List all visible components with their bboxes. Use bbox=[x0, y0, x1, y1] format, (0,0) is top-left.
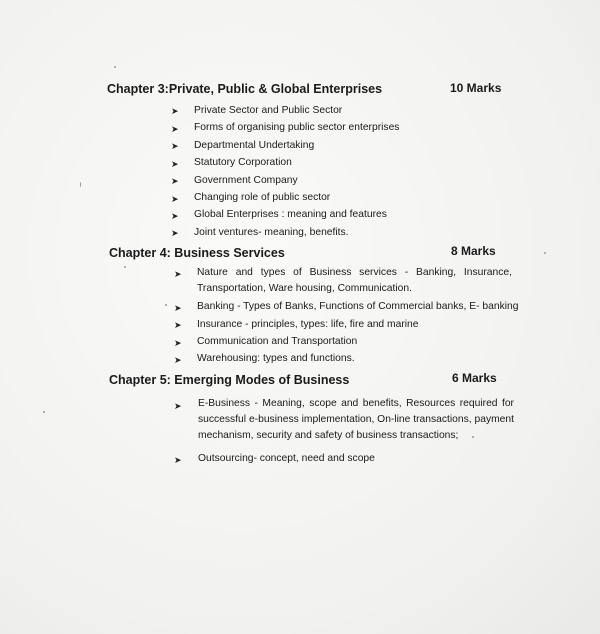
bullet-icon: ➤ bbox=[174, 269, 182, 279]
bullet-icon: ➤ bbox=[171, 176, 179, 186]
scan-speck bbox=[124, 266, 126, 268]
list-item: Government Company bbox=[194, 175, 298, 186]
list-item: Changing role of public sector bbox=[194, 192, 331, 203]
bullet-icon: ➤ bbox=[171, 211, 179, 221]
chapter-3-marks: 10 Marks bbox=[450, 81, 502, 95]
bullet-icon: ➤ bbox=[174, 355, 182, 365]
list-item: Departmental Undertaking bbox=[194, 140, 315, 151]
chapter-5-marks: 6 Marks bbox=[452, 371, 497, 385]
bullet-icon: ➤ bbox=[174, 455, 182, 465]
list-item: Insurance - principles, types: life, fire and marine bbox=[197, 319, 419, 330]
list-item: Forms of organising public sector enterprises bbox=[194, 122, 400, 133]
bullet-icon: ➤ bbox=[171, 141, 179, 151]
chapter-4-heading: Chapter 4: Business Services bbox=[109, 246, 285, 260]
list-item: Outsourcing- concept, need and scope bbox=[198, 453, 375, 464]
list-item: Global Enterprises : meaning and features bbox=[194, 209, 387, 220]
list-item: Warehousing: types and functions. bbox=[197, 353, 355, 364]
chapter-4-marks: 8 Marks bbox=[451, 244, 496, 258]
scan-speck bbox=[80, 182, 81, 187]
bullet-icon: ➤ bbox=[171, 194, 179, 204]
bullet-icon: ➤ bbox=[174, 303, 182, 313]
list-item: Joint ventures- meaning, benefits. bbox=[194, 227, 349, 238]
list-item: Banking - Types of Banks, Functions of Commercial banks, E- banking bbox=[197, 301, 519, 312]
scan-speck bbox=[472, 436, 474, 438]
chapter-3-heading: Chapter 3:Private, Public & Global Enterprises bbox=[107, 82, 383, 96]
scan-speck bbox=[114, 66, 116, 68]
bullet-icon: ➤ bbox=[174, 320, 182, 330]
list-item: Communication and Transportation bbox=[197, 336, 358, 347]
list-item: E-Business - Meaning, scope and benefits, Resources required for successful e-business implementation, On-line transactions, payment mechanism, security and safety of business transactions; bbox=[198, 398, 514, 441]
bullet-icon: ➤ bbox=[171, 106, 179, 116]
list-item: Nature and types of Business services - Banking, Insurance, Transportation, Ware housing, Communication. bbox=[197, 267, 512, 294]
chapter-5-heading: Chapter 5: Emerging Modes of Business bbox=[109, 373, 350, 387]
scan-speck bbox=[544, 252, 546, 254]
bullet-icon: ➤ bbox=[171, 159, 179, 169]
list-item: Statutory Corporation bbox=[194, 157, 292, 168]
list-item: Private Sector and Public Sector bbox=[194, 105, 343, 116]
scan-speck bbox=[43, 411, 45, 413]
bullet-icon: ➤ bbox=[174, 338, 182, 348]
bullet-icon: ➤ bbox=[171, 124, 179, 134]
bullet-icon: ➤ bbox=[171, 228, 179, 238]
scan-speck bbox=[165, 304, 167, 306]
bullet-icon: ➤ bbox=[174, 401, 182, 411]
